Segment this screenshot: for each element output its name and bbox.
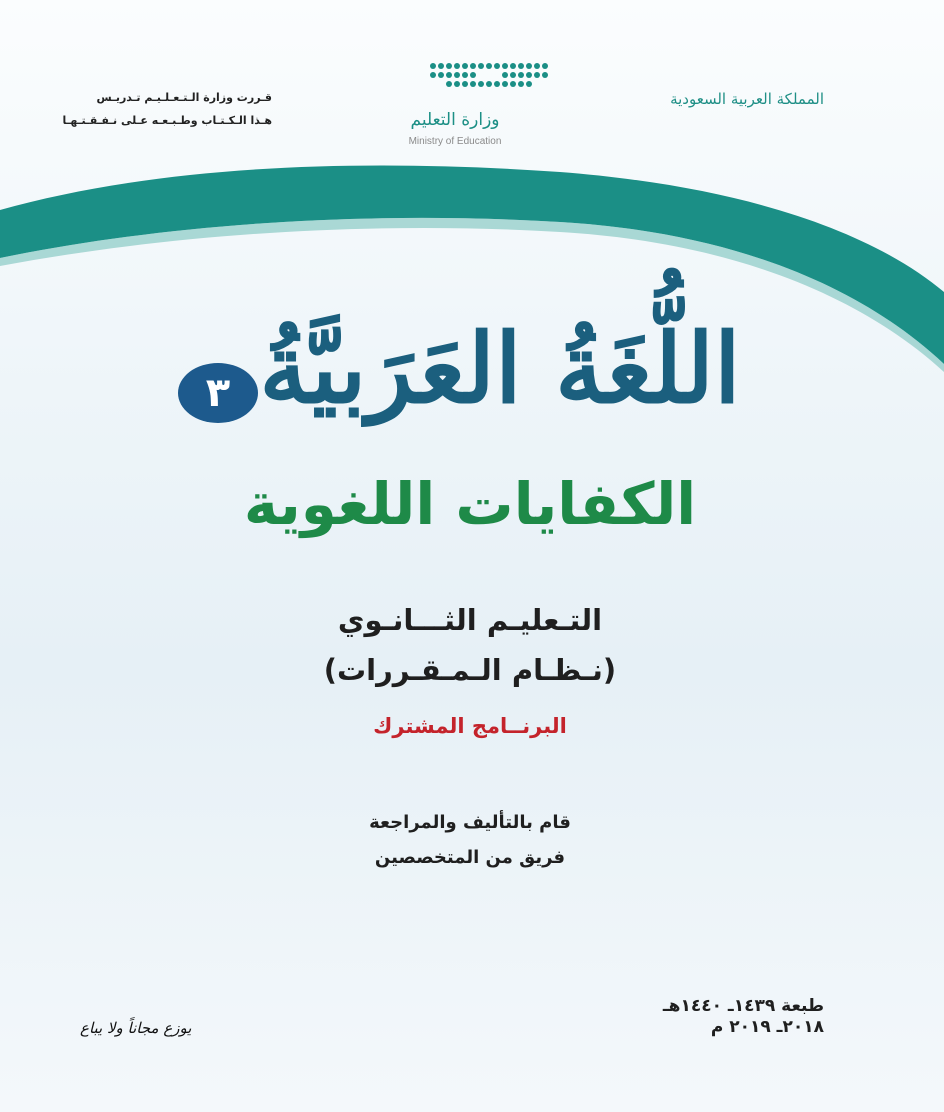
ministry-logo	[355, 58, 555, 153]
education-stage: التـعليـم الثـــانـوي	[337, 603, 603, 637]
subject-title: اللُّغَةُ العَرَبيَّةُ	[259, 312, 741, 425]
authored-by-label: قام بالتأليف والمراجعة	[369, 812, 571, 833]
program-name: البرنــامج المشترك	[373, 714, 567, 738]
book-title: الكفايات اللغوية	[243, 470, 697, 538]
decree-line-2: هـذا الـكـتـاب وطـبـعـه عـلى نـفـقـتـهـا	[62, 114, 272, 127]
decree-line-1: قـررت وزارة الـتـعـلـيـم تـدريـس	[96, 91, 272, 104]
ministry-name-ar: وزارة التعليم	[410, 110, 500, 130]
edition-info	[634, 996, 824, 1038]
edition-hijri: طبعة ١٤٣٩ـ ١٤٤٠هـ	[662, 996, 824, 1016]
course-system: (نـظـام الـمـقـررات)	[323, 653, 617, 687]
authoring-team: فريق من المتخصصين	[374, 847, 566, 868]
volume-badge: ٣	[178, 363, 258, 423]
ministry-logo-dots-icon	[355, 58, 555, 108]
free-distribution-note: يوزع مجاناً ولا يباع	[80, 1019, 192, 1037]
ministry-name-en: Ministry of Education	[408, 136, 502, 147]
ministry-decree	[62, 86, 272, 132]
edition-gregorian: ٢٠١٨ـ ٢٠١٩ م	[710, 1017, 824, 1037]
kingdom-label: المملكة العربية السعودية	[670, 90, 824, 108]
